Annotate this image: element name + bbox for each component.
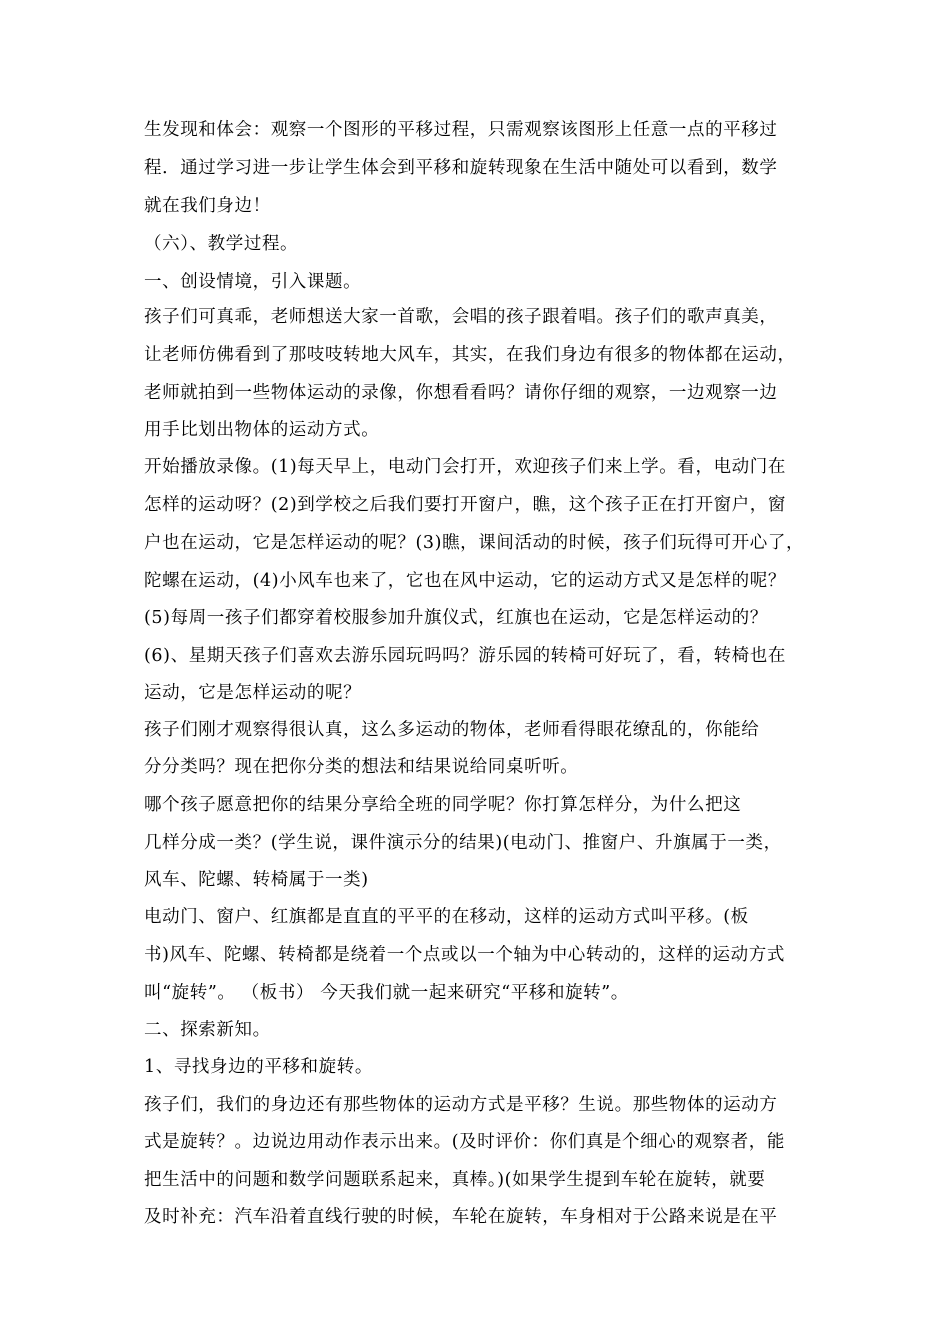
text-line: 叫“旋转”。 （板书） 今天我们就一起来研究“平移和旋转”。 xyxy=(144,983,629,1003)
text-line: 老师就拍到一些物体运动的录像，你想看看吗？请你仔细的观察，一边观察一边 xyxy=(144,383,778,403)
text-line: 户也在运动，它是怎样运动的呢？(3)瞧，课间活动的时候，孩子们玩得可开心了， xyxy=(144,533,805,553)
text-line: 就在我们身边！ xyxy=(144,196,271,216)
text-line: 用手比划出物体的运动方式。 xyxy=(144,420,380,440)
section-heading: （六）、教学过程。 xyxy=(144,234,299,254)
text-line: 书)风车、陀螺、转椅都是绕着一个点或以一个轴为中心转动的，这样的运动方式 xyxy=(144,945,785,965)
text-line: (5)每周一孩子们都穿着校服参加升旗仪式，红旗也在运动，它是怎样运动的？ xyxy=(144,608,768,628)
text-line: 怎样的运动呀？(2)到学校之后我们要打开窗户，瞧，这个孩子正在打开窗户，窗 xyxy=(144,495,786,515)
section-heading: 一、创设情境，引入课题。 xyxy=(144,272,362,292)
text-line: 运动，它是怎样运动的呢？ xyxy=(144,683,362,703)
text-line: 程．通过学习进一步让学生体会到平移和旋转现象在生活中随处可以看到，数学 xyxy=(144,158,778,178)
text-line: 风车、陀螺、转椅属于一类) xyxy=(144,870,369,890)
text-line: 开始播放录像。(1)每天早上，电动门会打开，欢迎孩子们来上学。看，电动门在 xyxy=(144,457,786,477)
text-line: 几样分成一类？(学生说，课件演示分的结果)(电动门、推窗户、升旗属于一类， xyxy=(144,833,782,853)
subsection-heading: 1、寻找身边的平移和旋转。 xyxy=(144,1057,373,1077)
text-line: 孩子们可真乖，老师想送大家一首歌，会唱的孩子跟着唱。孩子们的歌声真美， xyxy=(144,307,778,327)
text-line: 生发现和体会：观察一个图形的平移过程，只需观察该图形上任意一点的平移过 xyxy=(144,120,778,140)
text-line: (6)、星期天孩子们喜欢去游乐园玩吗吗？游乐园的转椅可好玩了，看，转椅也在 xyxy=(144,646,786,666)
text-line: 分分类吗？现在把你分类的想法和结果说给同桌听听。 xyxy=(144,757,579,777)
section-heading: 二、探索新知。 xyxy=(144,1020,271,1040)
text-line: 让老师仿佛看到了那吱吱转地大风车，其实，在我们身边有很多的物体都在运动， xyxy=(144,345,796,365)
text-line: 哪个孩子愿意把你的结果分享给全班的同学呢？你打算怎样分，为什么把这 xyxy=(144,795,742,815)
text-line: 及时补充：汽车沿着直线行驶的时候，车轮在旋转，车身相对于公路来说是在平 xyxy=(144,1207,778,1227)
text-line: 式是旋转？。边说边用动作表示出来。(及时评价：你们真是个细心的观察者，能 xyxy=(144,1132,785,1152)
text-line: 陀螺在运动，(4)小风车也来了，它也在风中运动，它的运动方式又是怎样的呢？ xyxy=(144,571,786,591)
text-line: 电动门、窗户、红旗都是直直的平平的在移动，这样的运动方式叫平移。(板 xyxy=(144,907,749,927)
text-line: 把生活中的问题和数学问题联系起来，真棒。)(如果学生提到车轮在旋转，就要 xyxy=(144,1170,766,1190)
text-line: 孩子们，我们的身边还有那些物体的运动方式是平移？生说。那些物体的运动方 xyxy=(144,1095,778,1115)
text-line: 孩子们刚才观察得很认真，这么多运动的物体，老师看得眼花缭乱的，你能给 xyxy=(144,720,760,740)
